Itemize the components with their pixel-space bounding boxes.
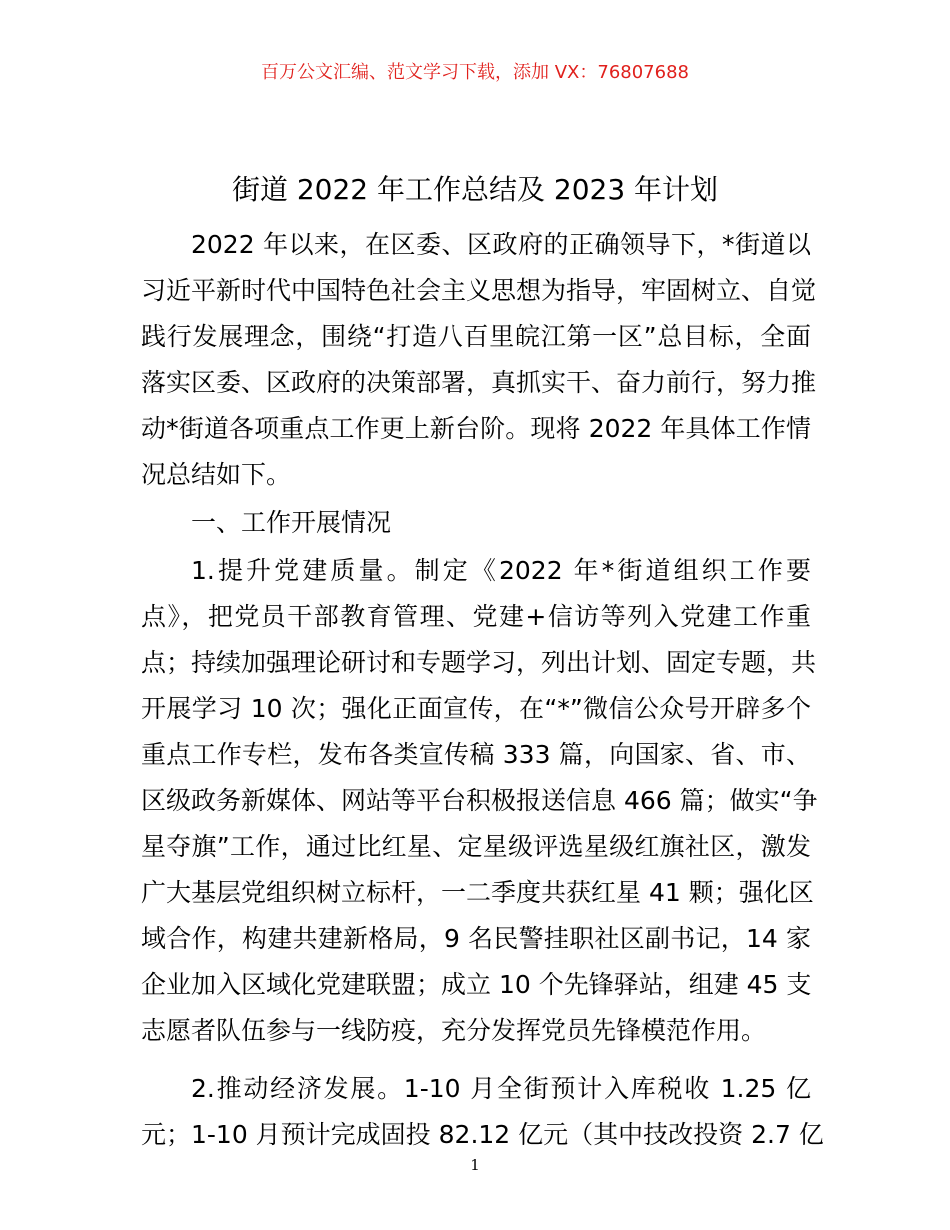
text-line: 2.推动经济发展。1-10 月全街预计入库税收 1.25 亿	[191, 1074, 811, 1103]
text-line: 广大基层党组织树立标杆，一二季度共获红星 41 颗；强化区	[141, 878, 814, 907]
text-line: 践行发展理念，围绕“打造八百里皖江第一区”总目标，全面	[141, 322, 811, 351]
paragraph-economy	[141, 1066, 824, 1158]
text-line: 动*街道各项重点工作更上新台阶。现将 2022 年具体工作情	[141, 414, 811, 443]
text-line: 点；持续加强理论研讨和专题学习，列出计划、固定专题，共	[141, 648, 817, 677]
text-line: 星夺旗”工作，通过比红星、定星级评选星级红旗社区，激发	[141, 832, 811, 861]
text-line: 1.提升党建质量。制定《2022 年*街道组织工作要	[191, 556, 811, 585]
text-line: 落实区委、区政府的决策部署，真抓实干、奋力前行，努力推	[141, 368, 817, 397]
text-line: 习近平新时代中国特色社会主义思想为指导，牢固树立、自觉	[141, 276, 817, 305]
paragraph-intro	[141, 222, 817, 498]
text-line: 元；1-10 月预计完成固投 82.12 亿元（其中技改投资 2.7 亿	[141, 1120, 824, 1149]
text-line: 志愿者队伍参与一线防疫，充分发挥党员先锋模范作用。	[141, 1016, 767, 1045]
text-line: 开展学习 10 次；强化正面宣传，在“*”微信公众号开辟多个	[141, 694, 811, 723]
document-title: 街道 2022 年工作总结及 2023 年计划	[231, 173, 719, 206]
text-line: 重点工作专栏，发布各类宣传稿 333 篇，向国家、省、市、	[141, 740, 811, 769]
watermark-banner: 百万公文汇编、范文学习下载，添加 VX：76807688	[261, 62, 689, 83]
paragraph-party-building	[141, 548, 818, 1054]
document-body	[141, 222, 824, 1158]
text-line: 点》，把党员干部教育管理、党建+信访等列入党建工作重	[141, 602, 811, 631]
page-number: 1	[470, 1156, 480, 1174]
text-line: 况总结如下。	[141, 460, 292, 489]
text-line: 2022 年以来，在区委、区政府的正确领导下，*街道以	[191, 230, 811, 259]
text-line: 域合作，构建共建新格局，9 名民警挂职社区副书记，14 家	[141, 924, 811, 953]
section-heading: 一、工作开展情况	[191, 508, 392, 537]
text-line: 企业加入区域化党建联盟；成立 10 个先锋驿站，组建 45 支	[141, 970, 812, 999]
text-line: 区级政务新媒体、网站等平台积极报送信息 466 篇；做实“争	[141, 786, 818, 815]
